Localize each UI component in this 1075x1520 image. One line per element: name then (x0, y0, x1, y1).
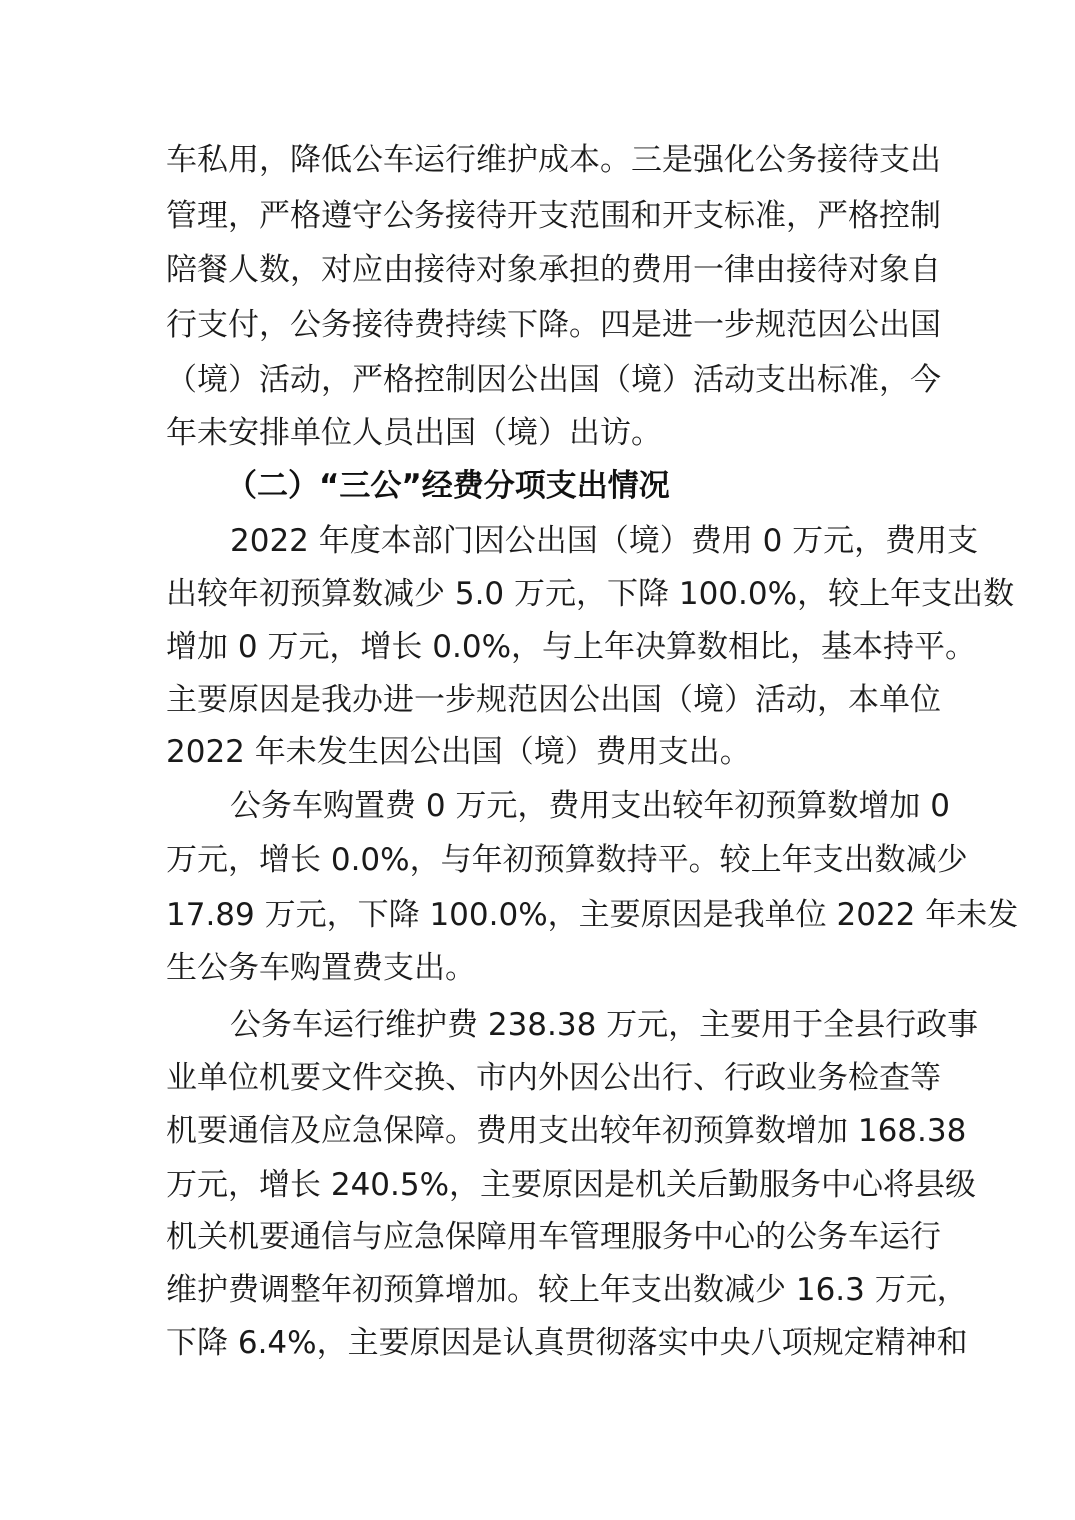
body-text-line: 管理，严格遵守公务接待开支范围和开支标准，严格控制 (166, 198, 941, 234)
body-text-line: 增加 0 万元，增长 0.0%，与上年决算数相比，基本持平。 (166, 629, 977, 665)
body-text-line: 公务车运行维护费 238.38 万元，主要用于全县行政事 (230, 1007, 979, 1043)
body-text-line: 2022 年度本部门因公出国（境）费用 0 万元，费用支 (230, 523, 979, 559)
body-text-line: 行支付，公务接待费持续下降。四是进一步规范因公出国 (166, 307, 941, 343)
body-text-line: 主要原因是我办进一步规范因公出国（境）活动，本单位 (166, 682, 941, 718)
body-text-line: 万元，增长 0.0%，与年初预算数持平。较上年支出数减少 (166, 842, 968, 878)
body-text-line: 车私用，降低公车运行维护成本。三是强化公务接待支出 (166, 142, 941, 178)
body-text-line: 生公务车购置费支出。 (166, 950, 476, 986)
body-text-line: 陪餐人数，对应由接待对象承担的费用一律由接待对象自 (166, 252, 941, 288)
body-text-line: 万元，增长 240.5%，主要原因是机关后勤服务中心将县级 (166, 1167, 977, 1203)
body-text-line: 下降 6.4%，主要原因是认真贯彻落实中央八项规定精神和 (166, 1325, 968, 1361)
body-text-line: 机关机要通信与应急保障用车管理服务中心的公务车运行 (166, 1219, 941, 1255)
body-text-line: 17.89 万元，下降 100.0%，主要原因是我单位 2022 年未发 (166, 897, 1019, 933)
body-text-line: 2022 年未发生因公出国（境）费用支出。 (166, 734, 751, 770)
body-text-line: （境）活动，严格控制因公出国（境）活动支出标准，今 (166, 362, 941, 398)
body-text-line: 公务车购置费 0 万元，费用支出较年初预算数增加 0 (230, 788, 951, 824)
section-heading: （二）“三公”经费分项支出情况 (226, 468, 670, 504)
body-text-line: 业单位机要文件交换、市内外因公出行、行政业务检查等 (166, 1060, 941, 1096)
body-text-line: 出较年初预算数减少 5.0 万元，下降 100.0%，较上年支出数 (166, 576, 1015, 612)
body-text-line: 年未安排单位人员出国（境）出访。 (166, 415, 662, 451)
body-text-line: 维护费调整年初预算增加。较上年支出数减少 16.3 万元， (166, 1272, 968, 1308)
body-text-line: 机要通信及应急保障。费用支出较年初预算数增加 168.38 (166, 1113, 967, 1149)
